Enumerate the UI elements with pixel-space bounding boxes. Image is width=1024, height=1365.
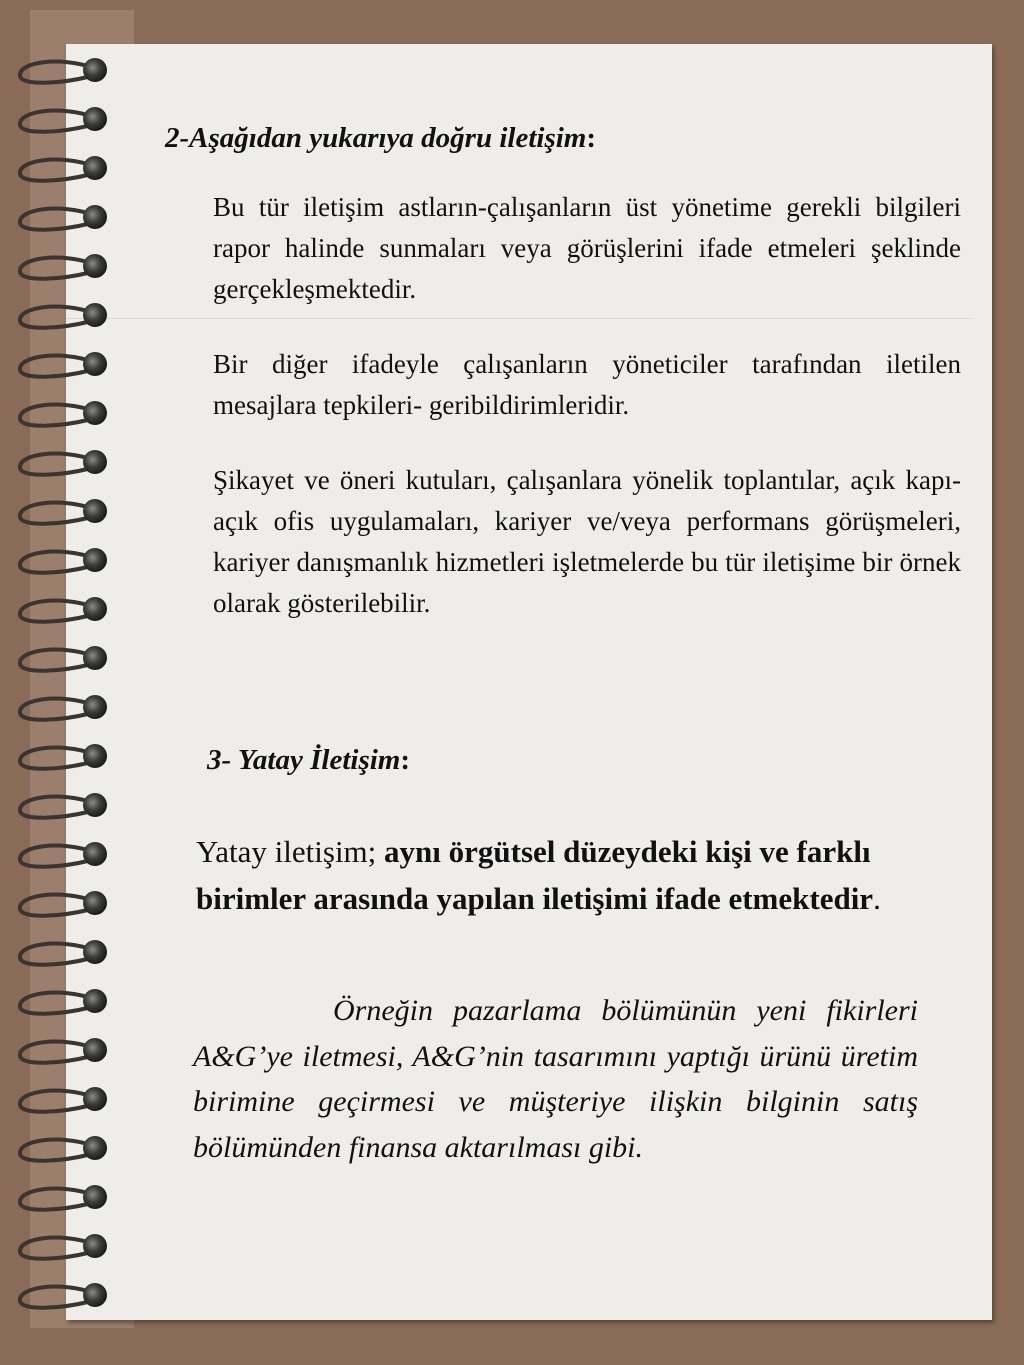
binding-hole (83, 1136, 107, 1160)
binding-ring (20, 993, 94, 1014)
spiral-binding-icon (0, 0, 130, 1365)
binding-hole (83, 1185, 107, 1209)
binding-ring (20, 748, 94, 769)
binding-hole (83, 891, 107, 915)
binding-hole (83, 352, 107, 376)
binding-hole (83, 107, 107, 131)
definition-paragraph (196, 828, 916, 922)
binding-ring (20, 1238, 94, 1259)
paragraph-2: Bir diğer ifadeyle çalışanların yöneticiler tarafından iletilen mesajlara tepkileri- geribildirimleridir. (213, 349, 961, 420)
definition-bold: aynı örgütsel düzeydeki kişi ve farklı birimler arasında yapılan iletişimi ifade etmektedir (196, 834, 874, 916)
binding-hole (83, 1038, 107, 1062)
binding-ring (20, 307, 94, 328)
section-2-heading (165, 118, 865, 158)
binding-hole (83, 450, 107, 474)
binding-ring (20, 405, 94, 426)
binding-ring (20, 62, 94, 83)
binding-hole (83, 793, 107, 817)
section-2-colon: : (586, 122, 597, 154)
binding-hole (83, 548, 107, 572)
binding-ring (20, 160, 94, 181)
binding-hole (83, 401, 107, 425)
binding-hole (83, 744, 107, 768)
binding-ring (20, 258, 94, 279)
binding-hole (83, 156, 107, 180)
binding-hole (83, 205, 107, 229)
binding-hole (83, 646, 107, 670)
binding-hole (83, 1087, 107, 1111)
binding-ring (20, 1091, 94, 1112)
binding-ring (20, 552, 94, 573)
paragraph-3: Şikayet ve öneri kutuları, çalışanlara yönelik toplantılar, açık kapı- açık ofis uygulamaları, kariyer ve/veya performans görüşmeleri, kariyer danışmanlık hizmetleri işletmelerde bu tür iletişime bir örnek olarak gösterilebilir. (213, 465, 961, 618)
section-2-title: 2-Aşağıdan yukarıya doğru iletişim (165, 122, 587, 154)
binding-ring (20, 111, 94, 132)
binding-ring (20, 503, 94, 524)
binding-hole (83, 58, 107, 82)
binding-ring (20, 209, 94, 230)
binding-hole (83, 303, 107, 327)
section-3-title: 3- Yatay İletişim (207, 744, 401, 776)
binding-ring (20, 797, 94, 818)
binding-hole (83, 597, 107, 621)
binding-ring (20, 1140, 94, 1161)
paragraph-1: Bu tür iletişim astların-çalışanların üst yönetime gerekli bilgileri rapor halinde sunmaları veya görüşlerini ifade etmeleri şeklinde gerçekleşmektedir. (213, 192, 961, 304)
definition-end: . (873, 881, 881, 916)
binding-ring (20, 1287, 94, 1308)
binding-ring (20, 699, 94, 720)
example-paragraph: Örneğin pazarlama bölümünün yeni fikirleri A&G’ye iletmesi, A&G’nin tasarımını yaptığı ürünü üretim birimine geçirmesi ve müşteriye ilişkin bilginin satış bölümünden finansa aktarılması gibi. (193, 994, 918, 1164)
binding-ring (20, 356, 94, 377)
binding-hole (83, 695, 107, 719)
binding-ring (20, 601, 94, 622)
binding-hole (83, 1234, 107, 1258)
binding-ring (20, 1042, 94, 1063)
binding-ring (20, 846, 94, 867)
binding-ring (20, 650, 94, 671)
binding-hole (83, 499, 107, 523)
section-3-heading (207, 740, 707, 780)
binding-ring (20, 1189, 94, 1210)
binding-ring (20, 454, 94, 475)
binding-ring (20, 895, 94, 916)
binding-ring (20, 944, 94, 965)
binding-hole (83, 1283, 107, 1307)
binding-hole (83, 989, 107, 1013)
section-3-colon: : (400, 744, 411, 776)
binding-hole (83, 254, 107, 278)
binding-hole (83, 842, 107, 866)
binding-hole (83, 940, 107, 964)
definition-lead: Yatay iletişim; (196, 834, 385, 869)
ruled-line (66, 318, 972, 319)
